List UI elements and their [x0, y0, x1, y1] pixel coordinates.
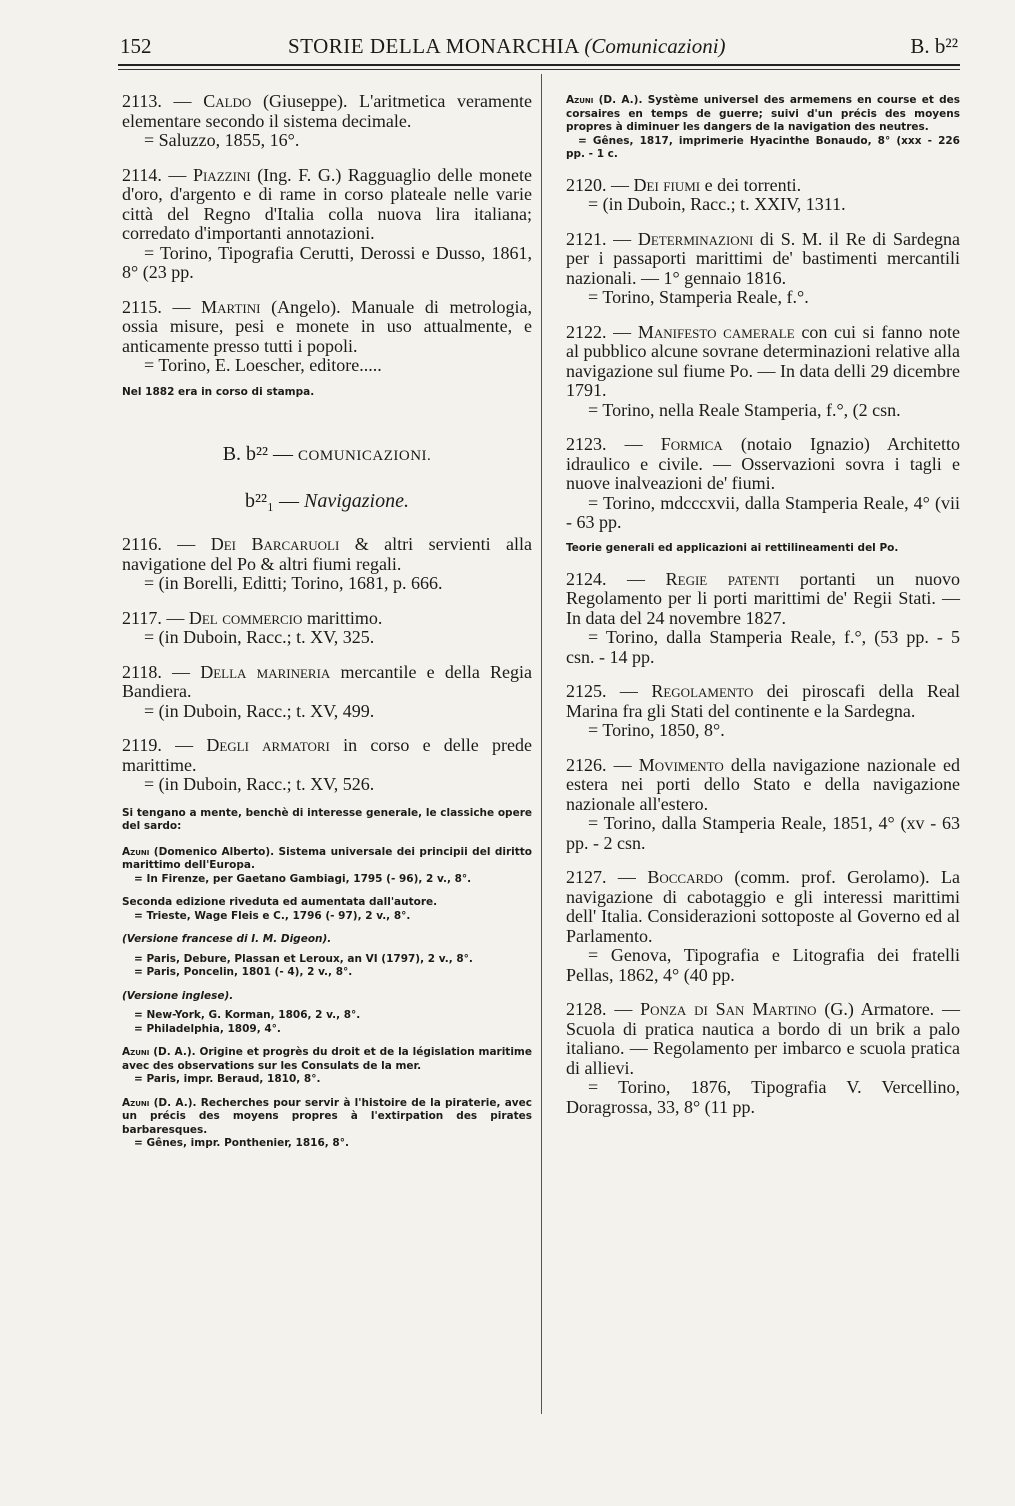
azuni-entry-1b	[122, 896, 532, 923]
entry-title: (Angelo). Manuale di metrologia, ossia misure, pesi e monete in uso attualmente, e anticamente presso tutti i popoli.	[122, 296, 532, 356]
entry-2125	[566, 682, 960, 741]
entry-2123	[566, 435, 960, 533]
entry-author: Formica	[660, 434, 723, 454]
running-subtitle: (Comunicazioni)	[584, 34, 726, 58]
column-divider	[541, 74, 542, 1414]
azuni-entry-2	[122, 1046, 532, 1087]
entry-2122	[566, 323, 960, 421]
subsection-prefix: b²²₁ —	[245, 490, 299, 512]
entry-number: 2121. —	[566, 228, 632, 249]
entry-title: (D. A.). Origine et progrès du droit et de la législation maritime avec des observations sur les Consulats de la mer.	[122, 1046, 532, 1072]
entry-imprint: = Torino, nella Reale Stamperia, f.°, (2 csn.	[588, 399, 901, 420]
entry-number: 2114. —	[122, 164, 187, 185]
entry-imprint: = (in Borelli, Editti; Torino, 1681, p. 666.	[144, 573, 443, 593]
section-label: COMUNICAZIONI.	[298, 448, 432, 464]
entry-author: Ponza di San Martino	[640, 999, 817, 1019]
entry-2127	[566, 868, 960, 985]
entry-number: 2123. —	[566, 434, 643, 454]
entry-imprint: = (in Duboin, Racc.; t. XV, 499.	[144, 700, 375, 721]
entry-imprint: = (in Duboin, Racc.; t. XV, 325.	[144, 627, 375, 647]
entry-number: 2126. —	[566, 754, 632, 775]
entry-2120	[566, 176, 960, 215]
entry-title: marittimo.	[302, 607, 383, 628]
entry-title: con cui si fanno note al pubblico alcune sovrane determinazioni relative alla navigazione sul fiume Po. — In data delli 29 dicembre 1791.	[566, 321, 961, 400]
entry-imprint: = Torino, Stamperia Reale, f.°.	[588, 287, 809, 307]
version-english: (Versione inglese).	[122, 989, 234, 1002]
entry-imprint: = New-York, G. Korman, 1806, 2 v., 8°.	[134, 1009, 361, 1021]
entry-number: 2118. —	[122, 661, 191, 682]
entry-author: Boccardo	[647, 867, 723, 887]
entry-title: in corso e delle prede marittime.	[122, 735, 532, 775]
intro-note: Si tengano a mente, benchè di interesse generale, le classiche opere del sardo:	[122, 806, 532, 832]
left-column	[122, 92, 532, 1161]
azuni-entry-3	[122, 1097, 532, 1151]
entry-title: dei piroscafi della Real Marina fra gli Stati del continente e la Sardegna.	[566, 681, 960, 721]
entry-author: Dei fiumi	[633, 174, 701, 195]
azuni-entry-1	[122, 846, 532, 887]
entry-number: 2115. —	[122, 296, 191, 317]
entry-imprint: = Torino, dalla Stamperia Reale, f.°, (53 pp. - 5 csn. - 14 pp.	[566, 627, 960, 667]
entry-imprint: = Torino, 1850, 8°.	[588, 720, 725, 740]
section-prefix: B. b²² —	[222, 443, 294, 465]
entry-author: Azuni	[566, 94, 594, 106]
entry-author: Regolamento	[651, 681, 754, 701]
entry-author: Regie patenti	[665, 568, 780, 589]
subsection-heading	[122, 490, 532, 513]
entry-number: 2125. —	[566, 681, 638, 701]
entry-2126	[566, 756, 960, 854]
entry-author: Della marineria	[200, 661, 331, 682]
entry-imprint: = Torino, E. Loescher, editore.....	[144, 355, 382, 375]
entry-imprint: = Gênes, impr. Ponthenier, 1816, 8°.	[134, 1137, 349, 1149]
azuni-entry-4	[566, 94, 960, 162]
entry-title: (Ing. F. G.) Ragguaglio delle monete d'oro, d'argento e di rame in corso plateale nelle varie città del Regno d'Italia colla nuova lira italiana; corredato d'importanti annotazioni.	[122, 164, 532, 243]
entry-2116	[122, 535, 532, 594]
entry-title: mercantile e della Regia Bandiera.	[122, 661, 532, 701]
page-number: 152	[120, 34, 152, 58]
entry-2128	[566, 1000, 960, 1117]
entry-number: 2128. —	[566, 999, 633, 1019]
entry-2124	[566, 570, 960, 668]
entry-imprint: = Torino, mdcccxvii, dalla Stamperia Reale, 4° (vii - 63 pp.	[566, 492, 960, 532]
note-stampa: Nel 1882 era in corso di stampa.	[122, 385, 315, 398]
entry-imprint: = Torino, dalla Stamperia Reale, 1851, 4° (xv - 63 pp. - 2 csn.	[566, 813, 960, 853]
entry-title: & altri servienti alla navigatione del Po & altri fiumi regali.	[122, 534, 533, 574]
entry-title: (G.) Armatore. — Scuola di pratica nautica a bordo di un brik a palo italiano. — Regolamento per imbarco e scuola pratica di allievi.	[566, 999, 961, 1078]
entry-2115	[122, 298, 532, 376]
entry-imprint: = Gênes, 1817, imprimerie Hyacinthe Bonaudo, 8° (xxx - 226 pp. - 1 c.	[566, 134, 960, 160]
version-french: (Versione francese di I. M. Digeon).	[122, 933, 332, 945]
header-rule	[118, 64, 960, 66]
entry-imprint: = Saluzzo, 1855, 16°.	[144, 130, 300, 150]
entry-2118	[122, 663, 532, 722]
entry-imprint: = Torino, 1876, Tipografia V. Vercellino, Doragrossa, 33, 8° (11 pp.	[566, 1077, 960, 1117]
header-rule-thin	[118, 69, 960, 70]
entry-2121	[566, 230, 960, 308]
entry-2117	[122, 609, 532, 648]
entry-author: Movimento	[638, 754, 724, 775]
entry-imprint: = (in Duboin, Racc.; t. XV, 526.	[144, 774, 375, 794]
entry-number: 2119. —	[122, 735, 194, 755]
entry-imprint: = Paris, Poncelin, 1801 (- 4), 2 v., 8°.	[134, 966, 353, 978]
entry-title: (notaio Ignazio) Architetto idraulico e civile. — Osservazioni sovra i tagli e nuove inalveazioni de' fiumi.	[566, 434, 961, 493]
entry-2113	[122, 92, 532, 151]
running-title-text: STORIE DELLA MONARCHIA	[288, 34, 579, 58]
entry-title: (Domenico Alberto). Sistema universale dei principii del diritto marittimo dell'Europa.	[122, 845, 532, 871]
entry-number: 2117. —	[122, 607, 185, 628]
entry-2119	[122, 736, 532, 795]
entry-title: (D. A.). Recherches pour servir à l'histoire de la piraterie, avec un précis des moyens propres à l'extirpation des pirates barbaresques.	[122, 1096, 532, 1136]
entry-title: (D. A.). Système universel des armemens en course et des corsaires en temps de guerre; suivi d'un précis des moyens propres à diminuer les dangers de la navigation des neutres.	[566, 94, 960, 133]
subsection-label: Navigazione.	[303, 490, 409, 512]
section-signature: B. b²²	[910, 34, 958, 58]
page-header	[120, 30, 958, 66]
running-title	[288, 34, 726, 59]
entry-author: Caldo	[203, 91, 252, 111]
entry-author: Martini	[201, 296, 261, 317]
entry-number: 2113. —	[122, 91, 192, 111]
entry-author: Degli armatori	[206, 735, 330, 755]
entry-imprint: = Philadelphia, 1809, 4°.	[134, 1022, 281, 1035]
entry-number: 2127. —	[566, 867, 636, 887]
entry-title: (comm. prof. Gerolamo). La navigazione di cabotaggio e gli interessi marittimi dell' Italia. Considerazioni sottoposte al Governo ed al Parlamento.	[566, 867, 961, 946]
entry-author: Azuni	[122, 1046, 150, 1058]
theory-note: Teorie generali ed applicazioni ai rettilineamenti del Po.	[566, 541, 899, 554]
entry-number: 2116. —	[122, 534, 196, 554]
entry-2114	[122, 166, 532, 283]
entry-imprint: = Paris, Debure, Plassan et Leroux, an VI (1797), 2 v., 8°.	[134, 952, 473, 965]
azuni-english-editions	[122, 1009, 532, 1036]
entry-author: Dei Barcaruoli	[210, 534, 340, 554]
entry-author: Azuni	[122, 845, 150, 858]
entry-imprint: = In Firenze, per Gaetano Gambiagi, 1795 (- 96), 2 v., 8°.	[134, 872, 472, 885]
entry-title: (Giuseppe). L'aritmetica veramente elementare secondo il sistema decimale.	[122, 91, 532, 131]
entry-number: 2124. —	[566, 568, 646, 589]
right-column	[566, 94, 960, 1132]
entry-imprint: = Trieste, Wage Fleis e C., 1796 (- 97), 2 v., 8°.	[134, 909, 411, 922]
entry-title: portanti un nuovo Regolamento per li porti marittimi de' Regii Stati. — In data del 24 novembre 1827.	[566, 568, 960, 628]
entry-title: Seconda edizione riveduta ed aumentata dall'autore.	[122, 896, 438, 908]
entry-imprint: = Torino, Tipografia Cerutti, Derossi e Dusso, 1861, 8° (23 pp.	[122, 242, 532, 282]
entry-author: Manifesto camerale	[637, 321, 795, 342]
entry-title: e dei torrenti.	[700, 174, 802, 195]
azuni-french-editions	[122, 953, 532, 980]
entry-author: Azuni	[122, 1096, 150, 1109]
entry-number: 2122. —	[566, 321, 632, 342]
entry-imprint: = Paris, impr. Beraud, 1810, 8°.	[134, 1073, 321, 1085]
entry-title: della navigazione nazionale ed estera nei porti dello Stato e della navigazione nazionale all'estero.	[566, 754, 961, 814]
entry-imprint: = (in Duboin, Racc.; t. XXIV, 1311.	[588, 194, 846, 214]
entry-author: Piazzini	[192, 164, 251, 185]
entry-author: Del commercio	[188, 607, 303, 628]
entry-title: di S. M. il Re di Sardegna per i passaporti marittimi de' bastimenti mercantili nazionali. — 1° gennaio 1816.	[566, 228, 961, 288]
entry-author: Determinazioni	[637, 228, 754, 249]
entry-imprint: = Genova, Tipografia e Litografia dei fratelli Pellas, 1862, 4° (40 pp.	[566, 945, 960, 985]
section-heading	[122, 443, 532, 466]
entry-number: 2120. —	[566, 174, 629, 195]
